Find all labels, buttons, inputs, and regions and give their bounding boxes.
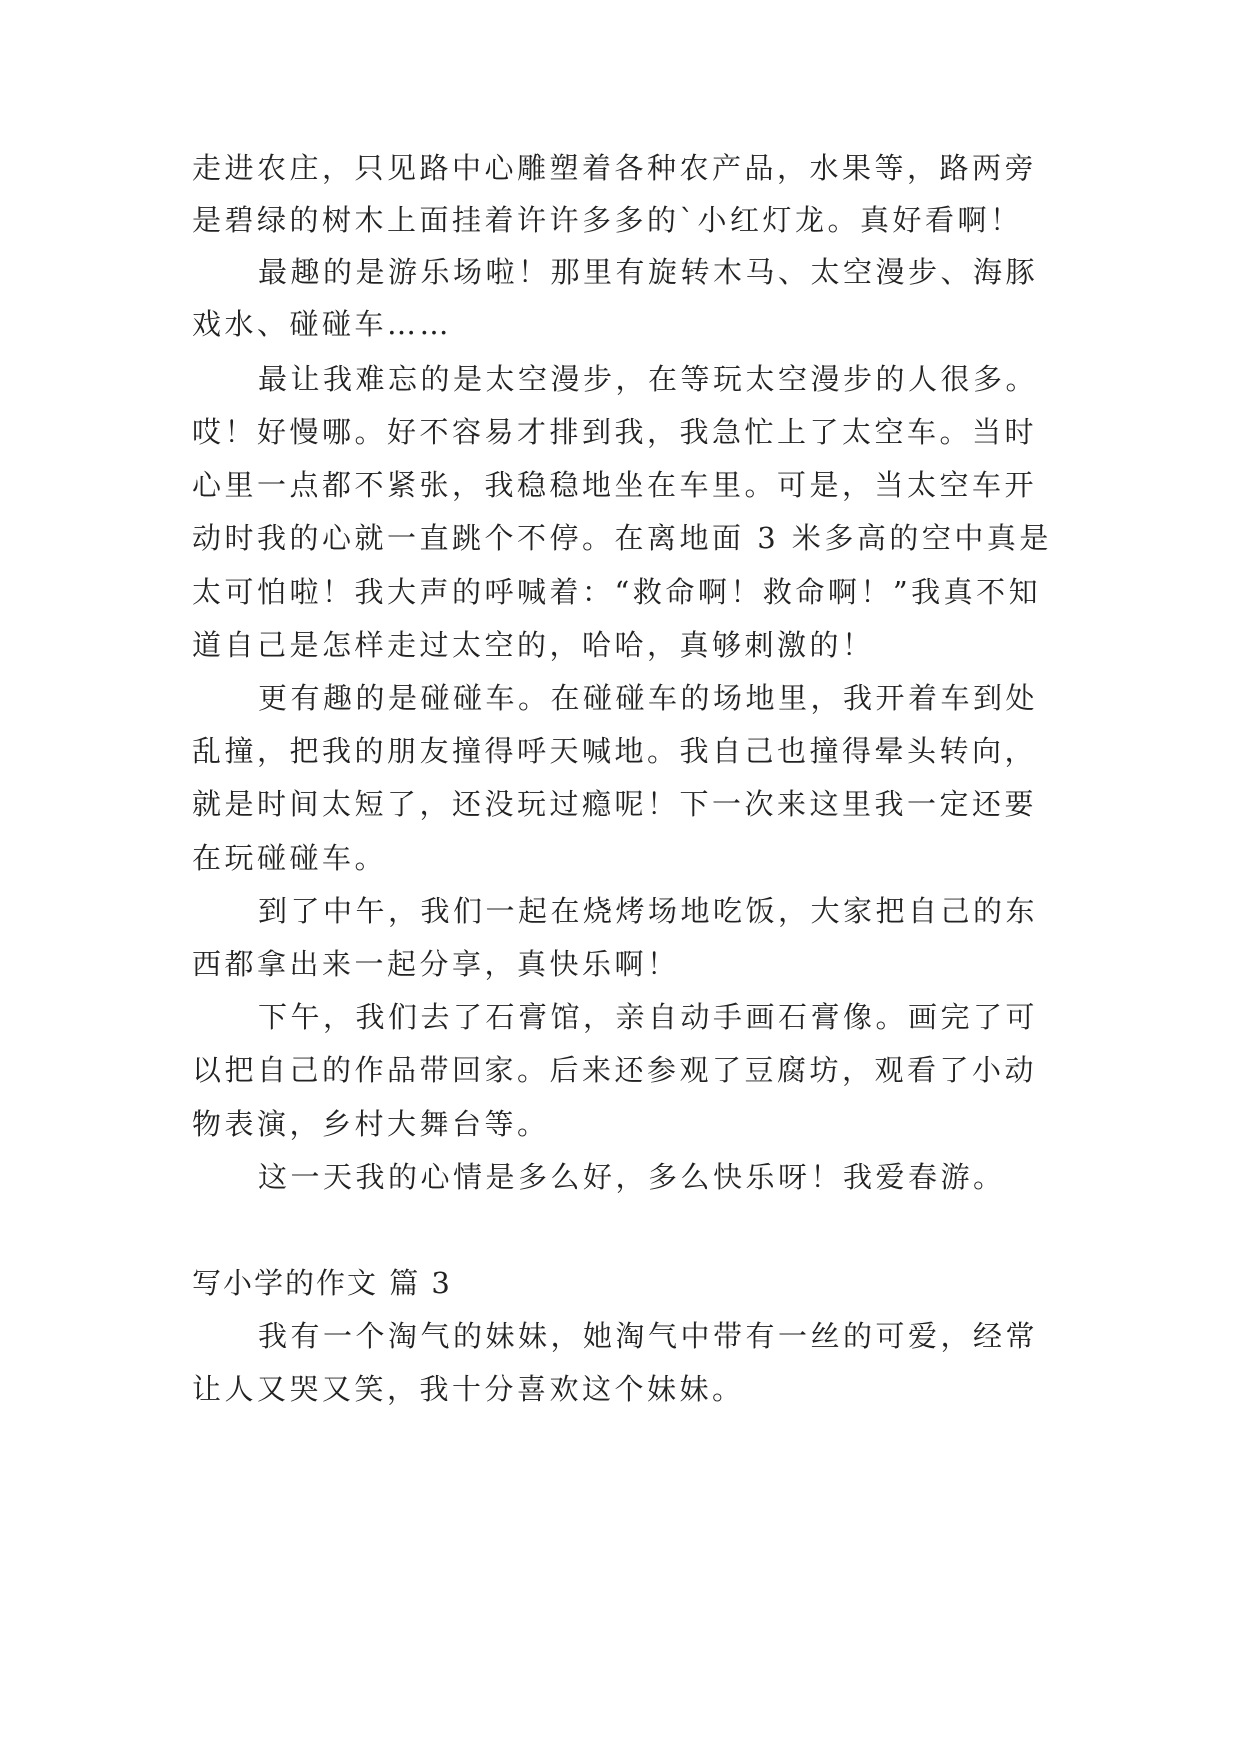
paragraph-line: 道自己是怎样走过太空的，哈哈，真够刺激的！ [192,628,875,662]
paragraph-line: 乱撞，把我的朋友撞得呼天喊地。我自己也撞得晕头转向， [192,734,1038,768]
paragraph-line: 哎！好慢哪。好不容易才排到我，我急忙上了太空车。当时 [192,415,1038,449]
paragraph-line: 就是时间太短了，还没玩过瘾呢！下一次来这里我一定还要 [192,787,1038,821]
paragraph-line: 动时我的心就一直跳个不停。在离地面 3 米多高的空中真是 [192,521,1052,555]
paragraph-line: 最趣的是游乐场啦！那里有旋转木马、太空漫步、海豚 [258,255,1039,289]
paragraph-line: 最让我难忘的是太空漫步，在等玩太空漫步的人很多。 [258,362,1039,396]
paragraph-line: 心里一点都不紧张，我稳稳地坐在车里。可是，当太空车开 [192,468,1038,502]
paragraph-line: 以把自己的作品带回家。后来还参观了豆腐坊，观看了小动 [192,1053,1038,1087]
paragraph-line: 西都拿出来一起分享，真快乐啊！ [192,947,680,981]
paragraph-line: 更有趣的是碰碰车。在碰碰车的场地里，我开着车到处 [258,681,1039,715]
paragraph-line: 在玩碰碰车。 [192,841,388,875]
paragraph-line: 让人又哭又笑，我十分喜欢这个妹妹。 [192,1372,745,1406]
paragraph-line: 这一天我的心情是多么好，多么快乐呀！我爱春游。 [258,1160,1006,1194]
paragraph-line: 我有一个淘气的妹妹，她淘气中带有一丝的可爱，经常 [258,1319,1039,1353]
paragraph-line: 物表演，乡村大舞台等。 [192,1107,550,1141]
paragraph-line: 太可怕啦！我大声的呼喊着：“救命啊！救命啊！”我真不知 [192,575,1042,609]
section-heading: 写小学的作文 篇 3 [192,1266,452,1300]
paragraph-line: 到了中午，我们一起在烧烤场地吃饭，大家把自己的东 [258,894,1039,928]
paragraph-line: 走进农庄，只见路中心雕塑着各种农产品，水果等，路两旁 [192,151,1038,185]
paragraph-line: 是碧绿的树木上面挂着许许多多的`小红灯龙。真好看啊！ [192,203,1023,237]
paragraph-line: 下午，我们去了石膏馆，亲自动手画石膏像。画完了可 [258,1000,1039,1034]
paragraph-line: 戏水、碰碰车…… [192,307,453,341]
